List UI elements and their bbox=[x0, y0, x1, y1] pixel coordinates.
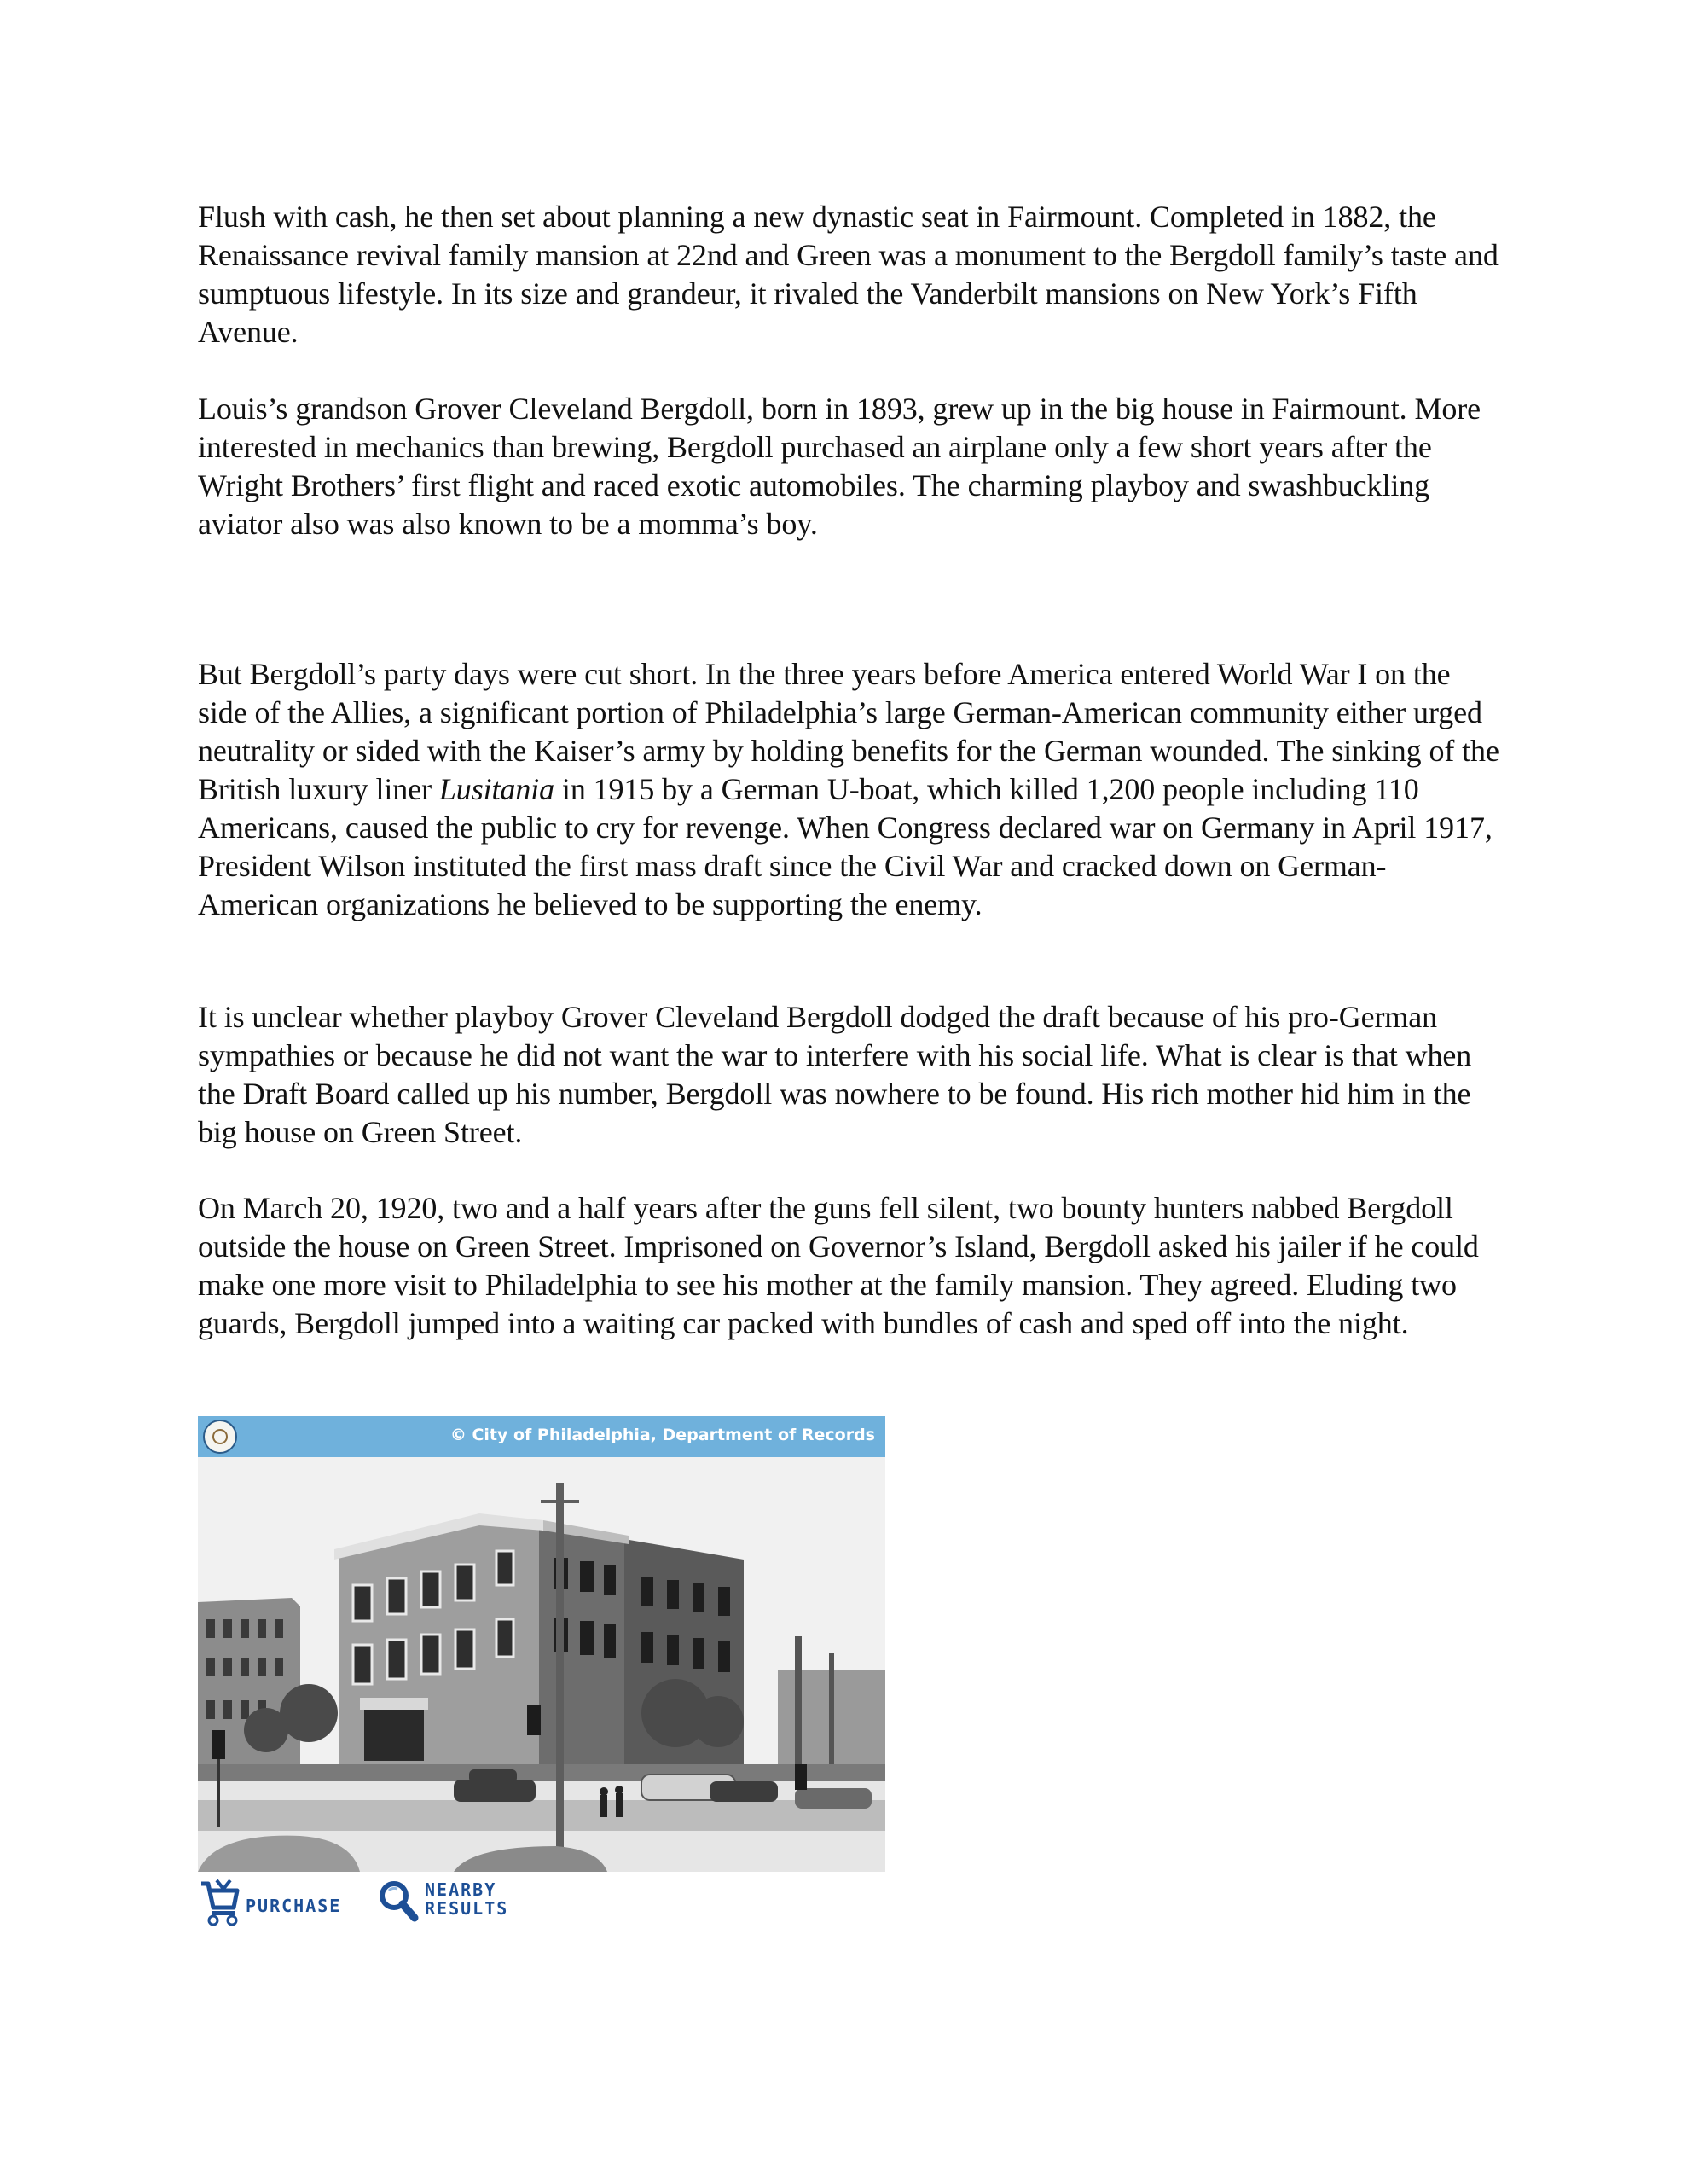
paragraph-world-war bbox=[198, 655, 1503, 924]
magnifier-icon bbox=[377, 1879, 420, 1931]
purchase-button[interactable] bbox=[198, 1877, 368, 1928]
paragraph-mansion: Flush with cash, he then set about planning a new dynastic seat in Fairmount. Completed in 1882, the Renaissance revival family mansion at 22nd and Green was a monument to the Bergdoll family’s taste and sumptuous lifestyle. In its size and grandeur, it rivaled the Vanderbilt mansions on New York’s Fifth Avenue. bbox=[198, 200, 1499, 349]
photo-actions bbox=[198, 1877, 556, 1928]
paragraph-world-war-text-2: in 1915 by a German U-boat, which killed 1,200 people including 110 Americans, caused the public to cry for revenge. When Congress declared war on Germany in April 1917, President Wilson instituted the first mass draft since the Civil War and cracked down on German-American organizations he believed to be supporting the enemy. bbox=[198, 772, 1493, 921]
paragraph-world-war-text-1: But Bergdoll’s party days were cut short. In the three years before America entered World War I on the side of the Allies, a significant portion of Philadelphia’s large German-American community either urged neutrality or sided with the Kaiser’s army by holding benefits for the German wounded. The sinking of the British luxury liner bbox=[198, 657, 1499, 806]
nearby-label-line1: NEARBY bbox=[425, 1879, 497, 1900]
photo-header-bar bbox=[198, 1416, 885, 1457]
city-seal-icon bbox=[203, 1420, 237, 1454]
nearby-results-button[interactable] bbox=[377, 1877, 539, 1928]
mansion-photo-image bbox=[198, 1457, 885, 1872]
nearby-label-line2: RESULTS bbox=[425, 1898, 509, 1919]
photo-copyright: © City of Philadelphia, Department of Records bbox=[449, 1426, 875, 1444]
paragraph-draft-dodge: It is unclear whether playboy Grover Cleveland Bergdoll dodged the draft because of his pro-German sympathies or because he did not want the war to interfere with his social life. What is clear is that when the Draft Board called up his number, Bergdoll was nowhere to be found. His rich mother hid him in the big house on Green Street. bbox=[198, 1000, 1472, 1149]
ship-name: Lusitania bbox=[438, 772, 555, 806]
paragraph-grandson: Louis’s grandson Grover Cleveland Bergdoll, born in 1893, grew up in the big house in Fairmount. More interested in mechanics than brewing, Bergdoll purchased an airplane only a few short years after the Wright Brothers’ first flight and raced exotic automobiles. The charming playboy and swashbuckling aviator also was also known to be a momma’s boy. bbox=[198, 392, 1481, 541]
shopping-cart-icon bbox=[198, 1879, 241, 1931]
nearby-results-label bbox=[425, 1880, 508, 1918]
purchase-label: PURCHASE bbox=[246, 1896, 342, 1916]
paragraph-capture: On March 20, 1920, two and a half years after the guns fell silent, two bounty hunters nabbed Bergdoll outside the house on Green Street. Imprisoned on Governor’s Island, Bergdoll asked his jailer if he could make one more visit to Philadelphia to see his mother at the family mansion. They agreed. Eluding two guards, Bergdoll jumped into a waiting car packed with bundles of cash and sped off into the night. bbox=[198, 1191, 1479, 1340]
archive-photo-widget bbox=[198, 1416, 885, 1872]
mansion-photo[interactable] bbox=[198, 1457, 885, 1872]
